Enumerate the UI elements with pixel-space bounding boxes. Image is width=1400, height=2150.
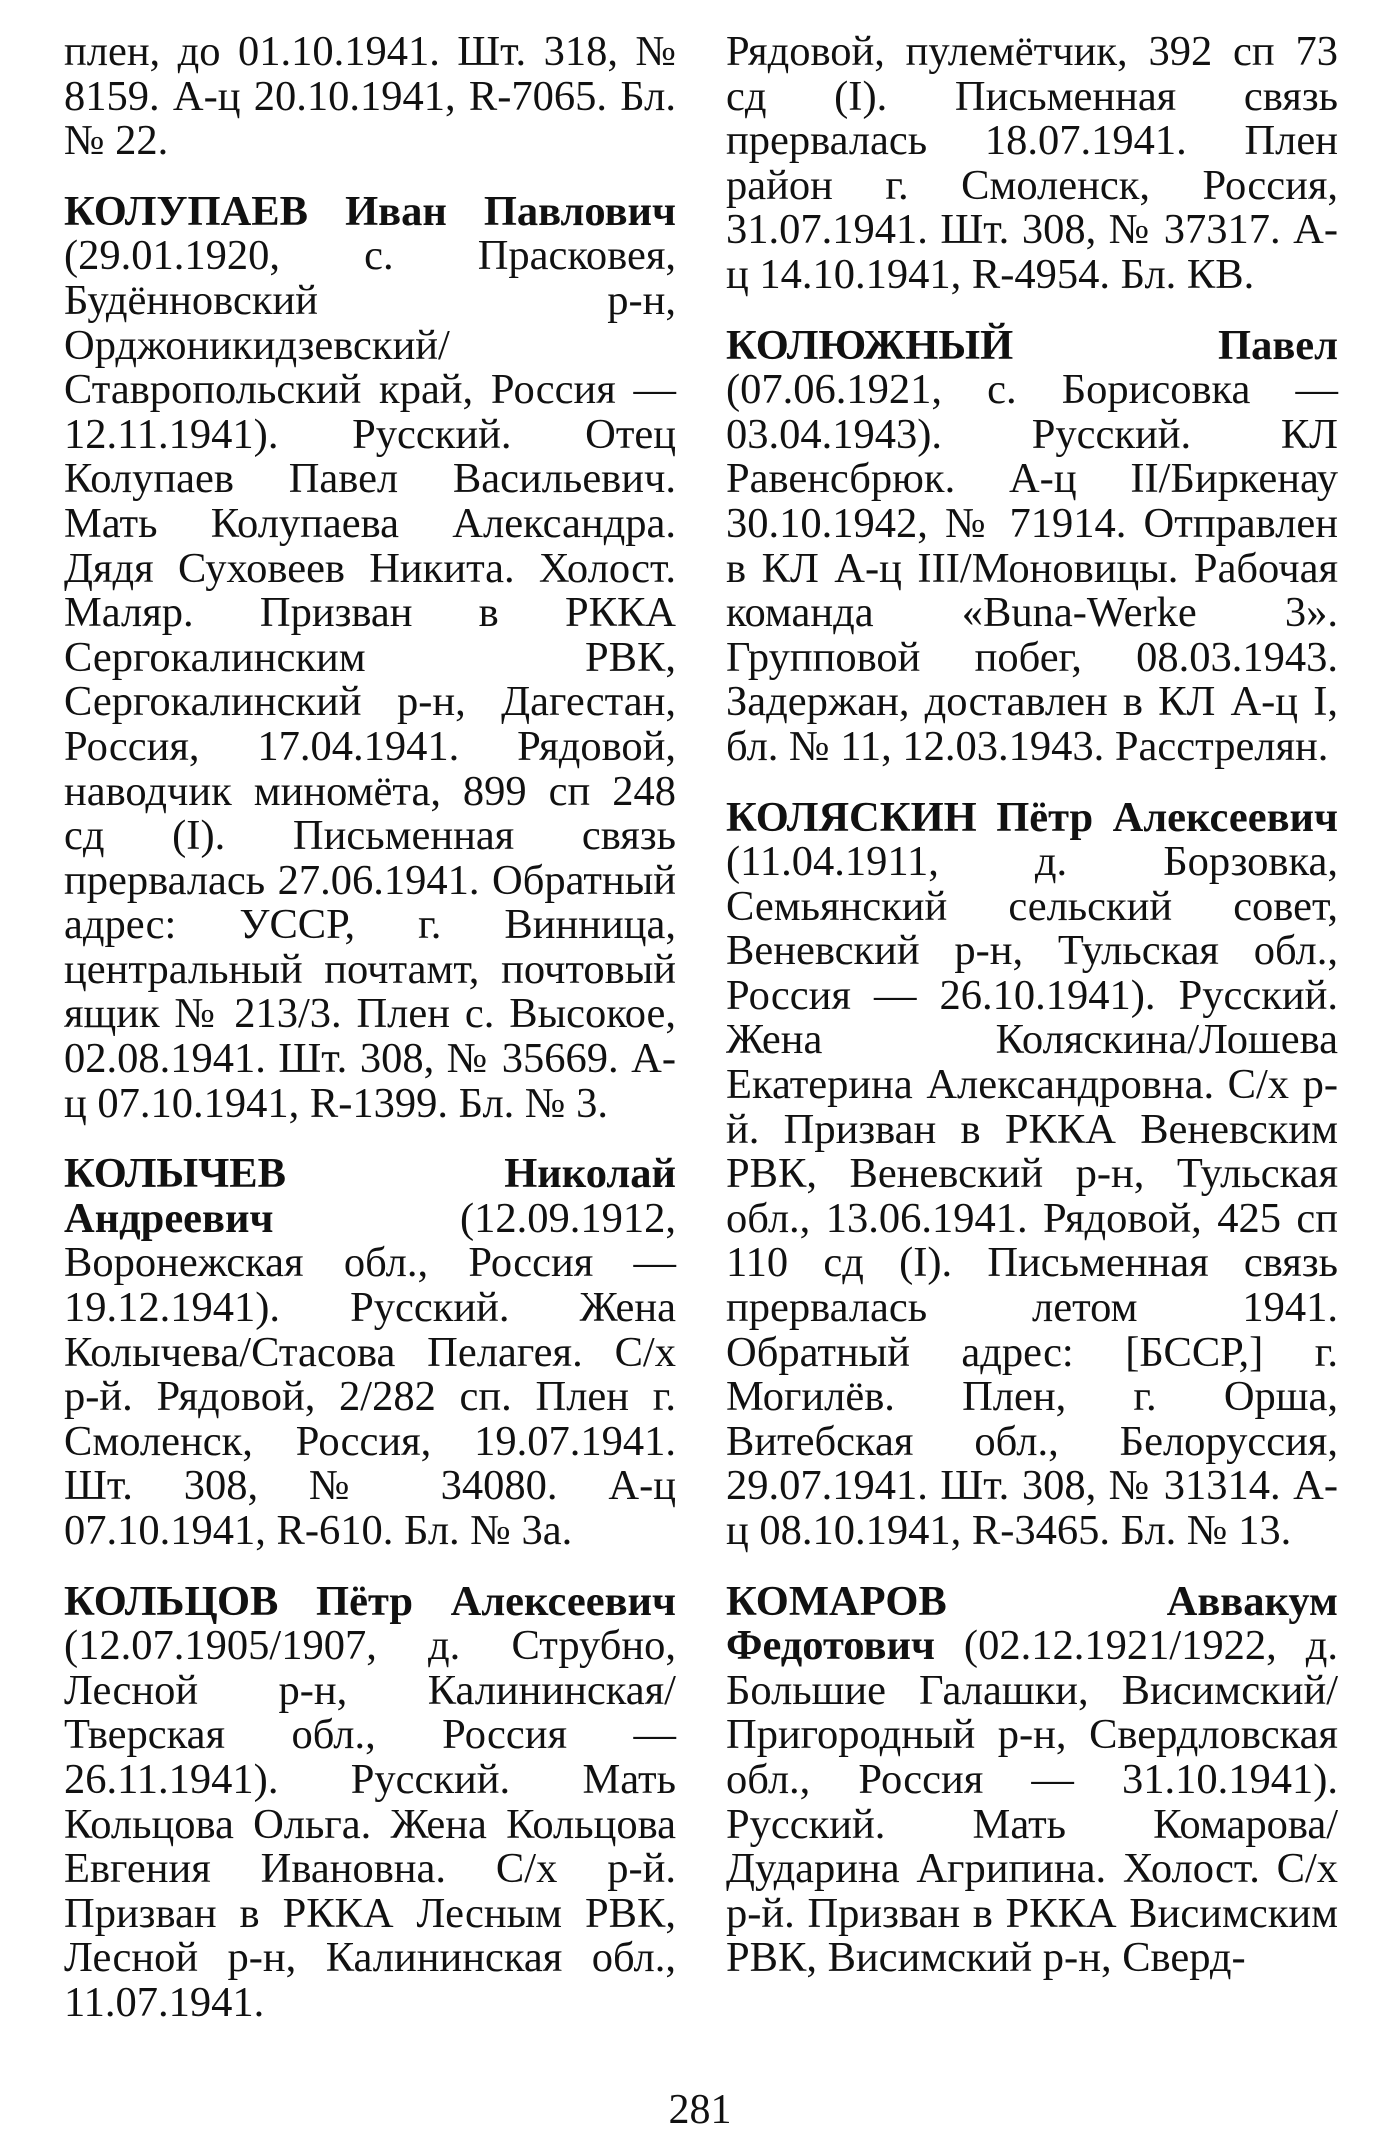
entry-given-name: Пётр Алексеевич [278, 1577, 676, 1625]
entry-kolyaskin [726, 793, 1338, 1554]
entry-continuation-right [726, 30, 1338, 298]
entry-text: (12.09.1912, Воронежская обл., Россия — 19.12.1941). Русский. Жена Колычева/Стасова Пелагея. С/х р-й. Рядовой, 2/282 сп. Плен г. Смоленск, Россия, 19.07.1941. Шт. 308, № 34080. А-ц 07.10.1941, R-610. Бл. № 3а. [64, 1194, 676, 1554]
entry-given-name: Павел [1013, 321, 1338, 369]
entry-surname: КОЛЬЦОВ [64, 1577, 279, 1625]
entry-text: плен, до 01.10.1941. Шт. 318, № 8159. А-ц 20.10.1941, R-7065. Бл. № 22. [64, 28, 676, 165]
entry-kolyuzhny [726, 321, 1338, 770]
entry-text: (29.01.1920, с. Прасковея, Будённовский р-н, Орджоникидзевский/Ставропольский край, Россия — 12.11.1941). Русский. Отец Колупаев Павел Васильевич. Мать Колупаева Александра. Дядя Суховеев Никита. Холост. Маляр. Призван в РККА Сергокалинским РВК, Сергокалинский р-н, Дагестан, Россия, 17.04.1941. Рядовой, наводчик миномёта, 899 сп 248 сд (I). Письменная связь прервалась 27.06.1941. Обратный адрес: УССР, г. Винница, центральный почтамт, почтовый ящик № 213/3. Плен с. Высокое, 02.08.1941. Шт. 308, № 35669. А-ц 07.10.1941, R-1399. Бл. № 3. [64, 232, 676, 1127]
right-column [726, 30, 1338, 2007]
entry-koltsov [64, 1577, 676, 2026]
entry-kolychev [64, 1152, 676, 1553]
entry-surname: КОЛЯСКИН [726, 793, 977, 841]
entry-continuation-left [64, 30, 676, 164]
entry-surname: КОМАРОВ [726, 1577, 947, 1625]
entry-text: (07.06.1921, с. Борисовка — 03.04.1943). Русский. КЛ Равенсбрюк. А-ц II/Биркенау 30.10.1942, № 71914. Отправлен в КЛ А-ц III/Моновицы. Рабочая команда «Buna-Werke 3». Групповой побег, 08.03.1943. Задержан, доставлен в КЛ А-ц I, бл. № 11, 12.03.1943. Расстрелян. [726, 366, 1338, 770]
page-number: 281 [668, 2087, 732, 2133]
entry-surname: КОЛЮЖНЫЙ [726, 321, 1014, 369]
entry-given-name: Аввакум Федотович [726, 1577, 1338, 1670]
entry-text: (12.07.1905/1907, д. Струбно, Лесной р-н, Калининская/Тверская обл., Россия — 26.11.1941). Русский. Мать Кольцова Ольга. Жена Кольцова Евгения Ивановна. С/х р-й. Призван в РККА Лесным РВК, Лесной р-н, Калининская обл., 11.07.1941. [64, 1622, 676, 2026]
left-column [64, 30, 676, 2052]
entry-surname: КОЛУПАЕВ [64, 187, 309, 235]
entry-text: (11.04.1911, д. Борзовка, Семьянский сельский совет, Веневский р-н, Тульская обл., Россия — 26.10.1941). Русский. Жена Коляскина/Лошева Екатерина Александровна. С/х р-й. Призван в РККА Веневским РВК, Веневский р-н, Тульская обл., 13.06.1941. Рядовой, 425 сп 110 сд (I). Письменная связь прервалась летом 1941. Обратный адрес: [БССР,] г. Могилёв. Плен, г. Орша, Витебская обл., Белоруссия, 29.07.1941. Шт. 308, № 31314. А-ц 08.10.1941, R-3465. Бл. № 13. [726, 838, 1338, 1554]
entry-kolupaev [64, 187, 676, 1127]
entry-given-name: Николай Андреевич [64, 1150, 676, 1242]
entry-text: (02.12.1921/1922, д. Большие Галашки, Висимский/Пригородный р-н, Свердловская обл., Россия — 31.10.1941). Русский. Мать Комарова/Дударина Агрипина. Холост. С/х р-й. Призван в РККА Висимским РВК, Висимский р-н, Сверд- [726, 1622, 1338, 1982]
entry-given-name: Иван Павлович [308, 187, 676, 235]
entry-text: Рядовой, пулемётчик, 392 сп 73 сд (I). Письменная связь прервалась 18.07.1941. Плен район г. Смоленск, Россия, 31.07.1941. Шт. 308, № 37317. А-ц 14.10.1941, R-4954. Бл. КВ. [726, 28, 1338, 298]
entry-given-name: Пётр Алексеевич [976, 793, 1338, 841]
entry-komarov [726, 1577, 1338, 1982]
entry-surname: КОЛЫЧЕВ [64, 1150, 286, 1198]
